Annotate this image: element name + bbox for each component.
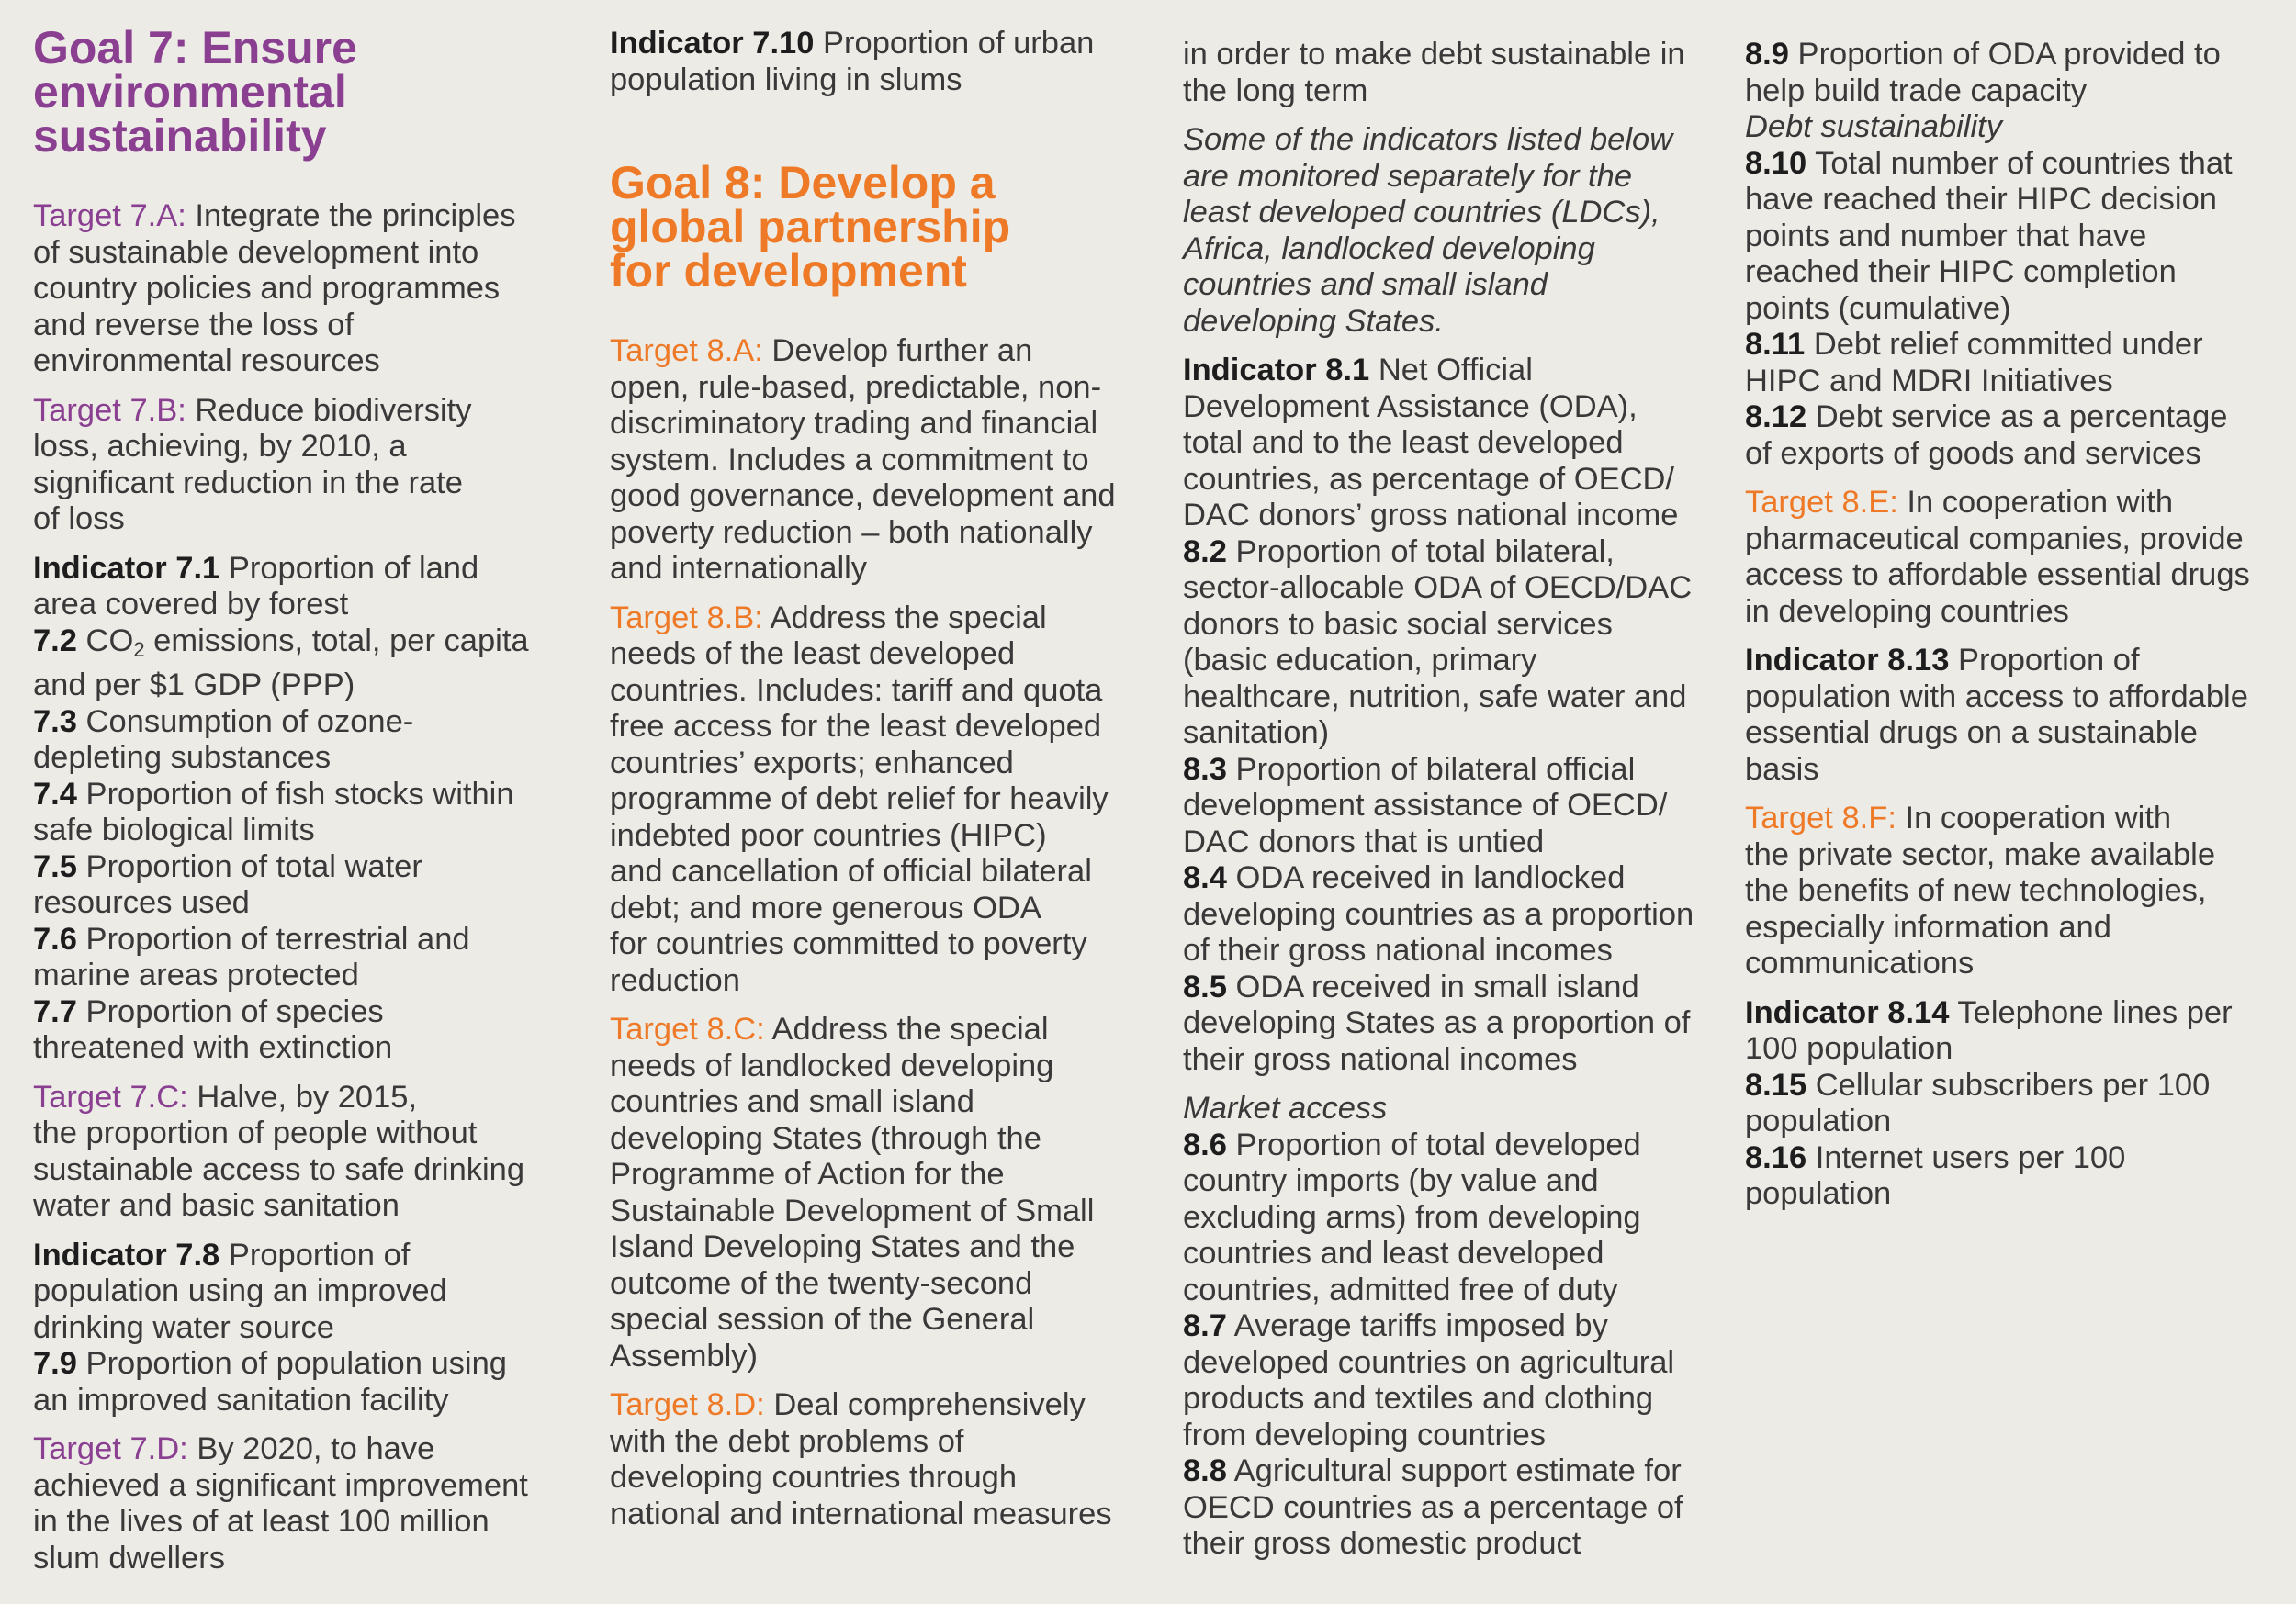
column-goal-8-targets-e-f xyxy=(1745,37,2259,1226)
target-8a: Target 8.A: Develop further an open, rule-based, predictable, non- discriminatory trading and financial system. Includes a commitment to good governance, development and poverty reduction – both nationally and internationally xyxy=(610,333,1116,586)
column-goal-8-targets xyxy=(610,26,1142,1545)
debt-sustainability-subheading: Debt sustainability xyxy=(1745,109,2002,144)
indicator-8-13: Indicator 8.13 Proportion of population with access to affordable essential drugs on a sustainable basis xyxy=(1745,643,2248,787)
indicators-7-8-to-7-9: Indicator 7.8 Proportion of population using an improved drinking water source 7.9 Proportion of population using an improved sanitation facility xyxy=(33,1237,507,1418)
monitoring-note: Some of the indicators listed below are monitored separately for the least developed countries (LDCs), Africa, landlocked developing countries and small island developing States. xyxy=(1183,122,1673,339)
target-7a: Target 7.A: Integrate the principles of sustainable development into country policies and programmes and reverse the loss of environmental resources xyxy=(33,198,516,378)
target-7c: Target 7.C: Halve, by 2015, the proportion of people without sustainable access to safe drinking water and basic sanitation xyxy=(33,1079,525,1223)
target-7b: Target 7.B: Reduce biodiversity loss, achieving, by 2010, a significant reduction in the rate of loss xyxy=(33,392,472,536)
market-access-subheading: Market access xyxy=(1183,1091,1388,1126)
target-8f: Target 8.F: In cooperation with the private sector, make available the benefits of new technologies, especially information and communications xyxy=(1745,801,2216,981)
goal-7-heading: Goal 7: Ensure environmental sustainability xyxy=(33,22,357,162)
goal-8-heading: Goal 8: Develop a global partnership for development xyxy=(610,157,1011,297)
target-8d-continued: in order to make debt sustainable in the long term xyxy=(1183,37,1685,108)
target-7d: Target 7.D: By 2020, to have achieved a significant improvement in the lives of at least 100 million slum dwellers xyxy=(33,1431,528,1576)
target-8d: Target 8.D: Deal comprehensively with the debt problems of developing countries through national and international measures xyxy=(610,1387,1112,1531)
indicators-7-1-to-7-7: Indicator 7.1 Proportion of land area covered by forest 7.2 $CO_2$ emissions, total, per capita and per $1 GDP (PPP) 7.3 Consumption of ozone- depleting substances 7.4 Proportion of fish stocks within safe biological limits 7.5 Proportion of total water resources used 7.6 Proportion of terrestrial and marine areas protected 7.7 Proportion of species threatened with extinction xyxy=(33,550,529,1065)
indicator-7-10: Indicator 7.10 Proportion of urban population living in slums xyxy=(610,26,1095,97)
indicators-8-9-to-8-12: 8.9 Proportion of ODA provided to help build trade capacity Debt sustainability 8.10 Total number of countries that have reached their HIPC decision points and number that have reached their HIPC completion points (cumulative) 8.11 Debt relief committed under HIPC and MDRI Initiatives 8.12 Debt service as a percentage of exports of goods and services xyxy=(1745,37,2259,472)
target-8e: Target 8.E: In cooperation with pharmaceutical companies, provide access to affordable essential drugs in developing countries xyxy=(1745,485,2250,629)
column-goal-8-indicators xyxy=(1183,37,1706,1576)
column-goal-7 xyxy=(33,22,557,1589)
market-access-section: Market access 8.6 Proportion of total developed country imports (by value and excluding arms) from developing countries and least developed countries, admitted free of duty 8.7 Average tariffs imposed by developed countries on agricultural products and textiles and clothing from developing countries 8.8 Agricultural support estimate for OECD countries as a percentage of their gross domestic product xyxy=(1183,1091,1706,1563)
indicators-8-1-to-8-5: Indicator 8.1 Net Official Development Assistance (ODA), total and to the least developed countries, as percentage of OECD/ DAC donors’ gross national income 8.2 Proportion of total bilateral, sector-allocable ODA of OECD/DAC donors to basic social services (basic education, primary healthcare, nutrition, safe water and sanitation) 8.3 Proportion of bilateral official development assistance of OECD/ DAC donors that is untied 8.4 ODA received in landlocked developing countries as a proportion of their gross national incomes 8.5 ODA received in small island developing States as a proportion of their gross national incomes xyxy=(1183,353,1694,1077)
indicators-8-14-to-8-16: Indicator 8.14 Telephone lines per 100 population 8.15 Cellular subscribers per 100 population 8.16 Internet users per 100 population xyxy=(1745,994,2233,1211)
target-8b: Target 8.B: Address the special needs of the least developed countries. Includes: tariff and quota free access for the least developed countries’ exports; enhanced programme of debt relief for heavily indebted poor countries (HIPC) and cancellation of official bilateral debt; and more generous ODA for countries committed to poverty reduction xyxy=(610,600,1109,998)
target-8c: Target 8.C: Address the special needs of landlocked developing countries and small island developing States (through the Programme of Action for the Sustainable Development of Small Island Developing States and the outcome of the twenty-second special session of the General Assembly) xyxy=(610,1012,1095,1374)
